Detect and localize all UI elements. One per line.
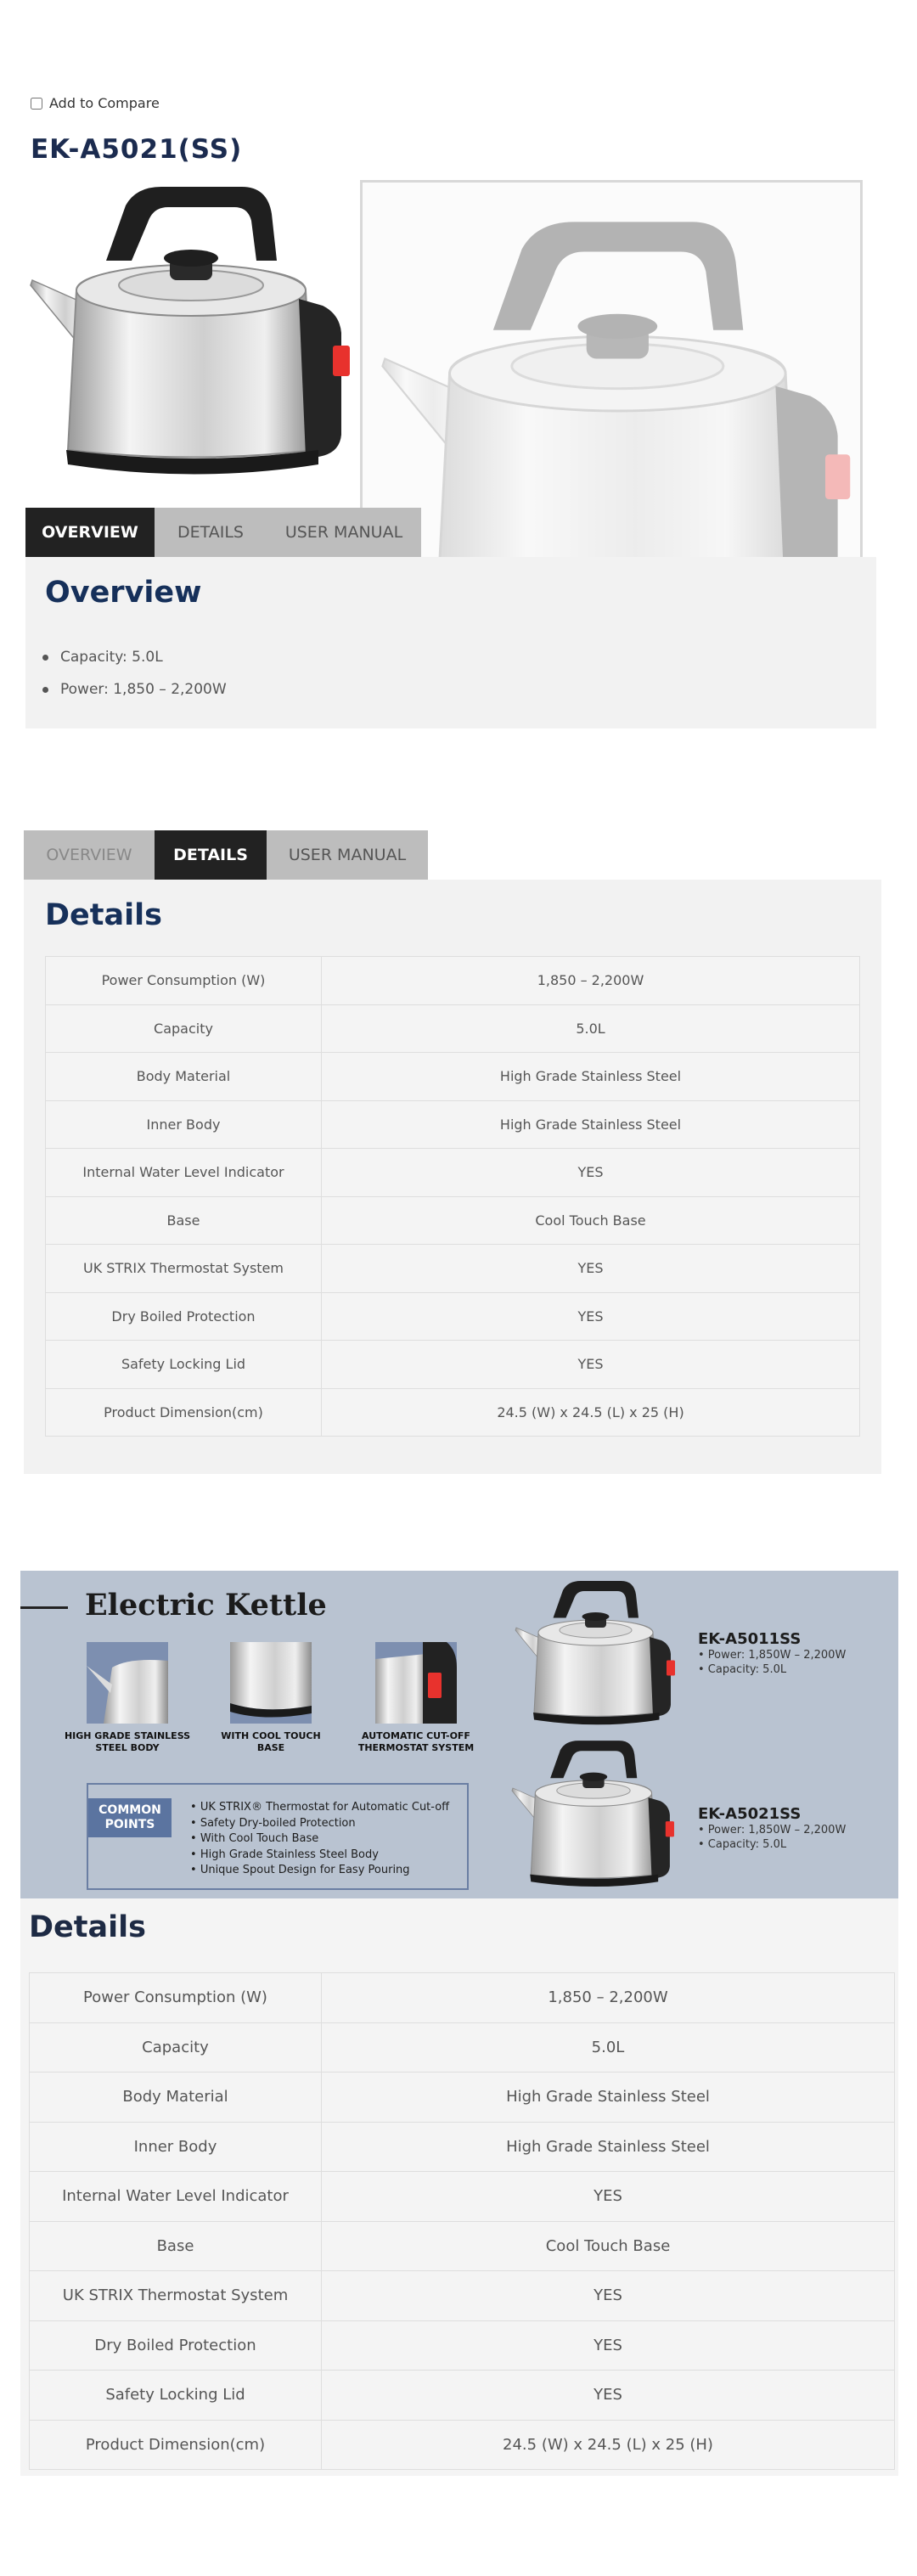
spec-value: 5.0L bbox=[322, 1004, 860, 1053]
banner-divider bbox=[20, 1606, 68, 1609]
model-power: • Power: 1,850W – 2,200W bbox=[698, 1649, 847, 1662]
kettle-a5011-image bbox=[513, 1578, 683, 1735]
overview-title: Overview bbox=[45, 576, 202, 610]
overview-bullets bbox=[42, 641, 227, 706]
feature-cool-base bbox=[207, 1642, 335, 1754]
table-row bbox=[46, 1341, 860, 1389]
spec-value: YES bbox=[322, 1149, 860, 1197]
spec-label: Internal Water Level Indicator bbox=[46, 1149, 322, 1197]
spec-value: High Grade Stainless Steel bbox=[322, 1053, 860, 1101]
table-row bbox=[30, 2122, 895, 2172]
model-capacity: • Capacity: 5.0L bbox=[698, 1663, 787, 1676]
compare-checkbox[interactable] bbox=[31, 98, 42, 110]
spec-value: 1,850 – 2,200W bbox=[322, 957, 860, 1005]
spec-label: Base bbox=[46, 1196, 322, 1245]
feature-thumb bbox=[230, 1642, 312, 1724]
spec-label: Inner Body bbox=[30, 2122, 322, 2172]
compare-label: Add to Compare bbox=[49, 95, 160, 111]
spec-value: YES bbox=[322, 2320, 895, 2371]
tab-overview[interactable]: OVERVIEW bbox=[24, 830, 155, 880]
feature-caption: HIGH GRADE STAINLESS STEEL BODY bbox=[64, 1730, 191, 1753]
spec-label: Product Dimension(cm) bbox=[30, 2420, 322, 2470]
spec-label: Capacity bbox=[46, 1004, 322, 1053]
spec-value: YES bbox=[322, 2371, 895, 2421]
table-row bbox=[46, 1004, 860, 1053]
feature-steel-body bbox=[64, 1642, 191, 1754]
spec-value: High Grade Stainless Steel bbox=[322, 2122, 895, 2172]
common-points-list bbox=[190, 1800, 449, 1879]
add-to-compare[interactable] bbox=[31, 95, 160, 111]
table-row bbox=[30, 2221, 895, 2271]
spec-label: Power Consumption (W) bbox=[46, 957, 322, 1005]
kettle-a5021-image bbox=[509, 1737, 683, 1897]
spec-value: 5.0L bbox=[322, 2022, 895, 2073]
tab-user-manual[interactable]: USER MANUAL bbox=[267, 830, 428, 880]
kettle-image bbox=[25, 180, 365, 494]
spec-label: Dry Boiled Protection bbox=[46, 1292, 322, 1341]
model-capacity: • Capacity: 5.0L bbox=[698, 1838, 787, 1851]
tab-details[interactable]: DETAILS bbox=[155, 508, 267, 557]
feature-caption: AUTOMATIC CUT-OFF THERMOSTAT SYSTEM bbox=[357, 1730, 475, 1753]
common-point: • Safety Dry-boiled Protection bbox=[190, 1816, 449, 1832]
model-name: EK-A5021SS bbox=[698, 1805, 802, 1823]
table-row bbox=[46, 1292, 860, 1341]
feature-thermostat bbox=[352, 1642, 480, 1754]
common-point: • With Cool Touch Base bbox=[190, 1831, 449, 1848]
spec-label: Capacity bbox=[30, 2022, 322, 2073]
table-row bbox=[30, 2320, 895, 2371]
table-row bbox=[46, 1100, 860, 1149]
spec-value: Cool Touch Base bbox=[322, 1196, 860, 1245]
table-row bbox=[46, 957, 860, 1005]
spec-value: YES bbox=[322, 2172, 895, 2222]
table-row bbox=[30, 2022, 895, 2073]
spec-value: 24.5 (W) x 24.5 (L) x 25 (H) bbox=[322, 1388, 860, 1437]
product-title: EK-A5021(SS) bbox=[31, 134, 243, 165]
tab-user-manual[interactable]: USER MANUAL bbox=[267, 508, 421, 557]
spec-value: YES bbox=[322, 1341, 860, 1389]
spec-table bbox=[45, 956, 860, 1437]
spec-label: UK STRIX Thermostat System bbox=[46, 1245, 322, 1293]
table-row bbox=[30, 2371, 895, 2421]
table-row bbox=[30, 1973, 895, 2023]
promo-banner bbox=[20, 1571, 898, 1898]
spec-label: UK STRIX Thermostat System bbox=[30, 2271, 322, 2321]
table-row bbox=[46, 1388, 860, 1437]
common-point: • Unique Spout Design for Easy Pouring bbox=[190, 1863, 449, 1879]
spec-value: YES bbox=[322, 1245, 860, 1293]
spec-label: Power Consumption (W) bbox=[30, 1973, 322, 2023]
table-row bbox=[46, 1245, 860, 1293]
spec-value: Cool Touch Base bbox=[322, 2221, 895, 2271]
spec-label: Product Dimension(cm) bbox=[46, 1388, 322, 1437]
spec-value: YES bbox=[322, 2271, 895, 2321]
spec-value: High Grade Stainless Steel bbox=[322, 2073, 895, 2123]
table-row bbox=[46, 1053, 860, 1101]
spec-label: Inner Body bbox=[46, 1100, 322, 1149]
model-power: • Power: 1,850W – 2,200W bbox=[698, 1824, 847, 1836]
common-points-box bbox=[87, 1783, 469, 1890]
model-a5021 bbox=[698, 1805, 846, 1852]
table-row bbox=[30, 2271, 895, 2321]
spec-value: High Grade Stainless Steel bbox=[322, 1100, 860, 1149]
feature-caption: WITH COOL TOUCH BASE bbox=[221, 1730, 321, 1753]
feature-thumb bbox=[375, 1642, 457, 1724]
tab-bar-overview bbox=[25, 508, 421, 557]
table-row bbox=[46, 1196, 860, 1245]
spec-label: Safety Locking Lid bbox=[30, 2371, 322, 2421]
feature-thumb bbox=[87, 1642, 168, 1724]
table-row bbox=[46, 1149, 860, 1197]
spec-value: 1,850 – 2,200W bbox=[322, 1973, 895, 2023]
spec-value: 24.5 (W) x 24.5 (L) x 25 (H) bbox=[322, 2420, 895, 2470]
tab-bar-details bbox=[24, 830, 428, 880]
details-title-2: Details bbox=[29, 1910, 146, 1944]
spec-label: Internal Water Level Indicator bbox=[30, 2172, 322, 2222]
common-points-tag: COMMON POINTS bbox=[88, 1798, 172, 1837]
table-row bbox=[30, 2172, 895, 2222]
overview-bullet: Capacity: 5.0L bbox=[42, 641, 227, 673]
model-name: EK-A5011SS bbox=[698, 1630, 802, 1648]
spec-label: Dry Boiled Protection bbox=[30, 2320, 322, 2371]
spec-label: Safety Locking Lid bbox=[46, 1341, 322, 1389]
spec-label: Base bbox=[30, 2221, 322, 2271]
spec-label: Body Material bbox=[46, 1053, 322, 1101]
model-a5011 bbox=[698, 1630, 846, 1677]
common-point: • UK STRIX® Thermostat for Automatic Cut-off bbox=[190, 1800, 449, 1816]
banner-title: Electric Kettle bbox=[85, 1588, 327, 1623]
tab-overview[interactable]: OVERVIEW bbox=[25, 508, 155, 557]
spec-value: YES bbox=[322, 1292, 860, 1341]
table-row bbox=[30, 2420, 895, 2470]
table-row bbox=[30, 2073, 895, 2123]
overview-bullet: Power: 1,850 – 2,200W bbox=[42, 673, 227, 706]
details-title: Details bbox=[45, 898, 162, 932]
spec-label: Body Material bbox=[30, 2073, 322, 2123]
common-point: • High Grade Stainless Steel Body bbox=[190, 1848, 449, 1864]
product-image[interactable] bbox=[25, 180, 365, 494]
spec-table-2 bbox=[29, 1972, 895, 2470]
tab-details[interactable]: DETAILS bbox=[155, 830, 267, 880]
